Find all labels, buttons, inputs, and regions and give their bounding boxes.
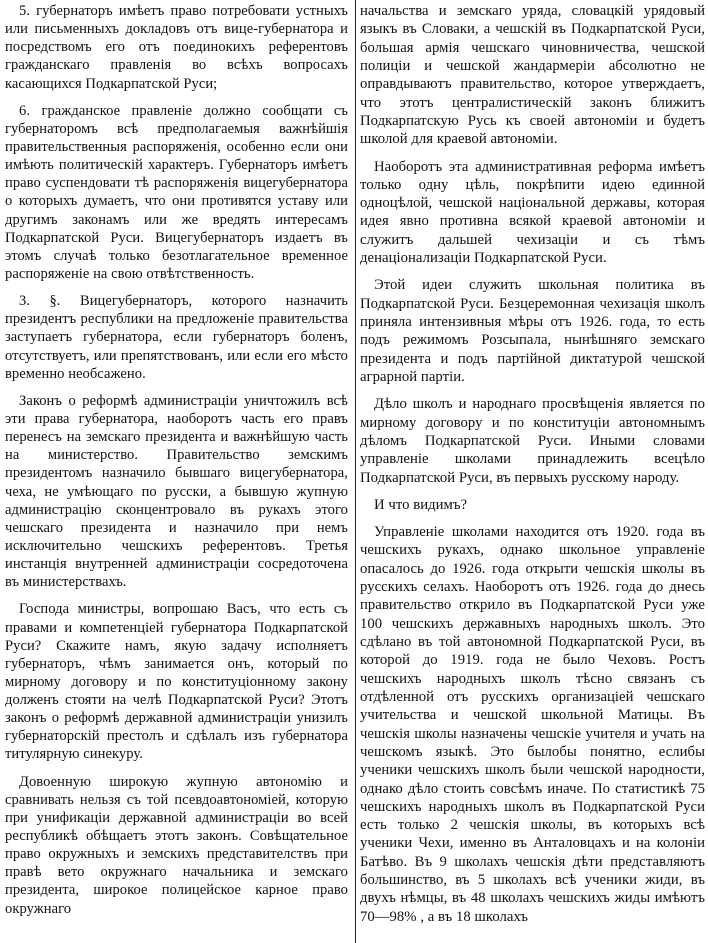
left-column bbox=[5, 2, 350, 927]
right-paragraph: начальства и земскаго уряда, словацкій урядовый языкъ въ Словаки, а чешскій въ Подкарпатской Руси, большая армія чешскаго чиновничества, чешской полиціи и чешской жандармеріи абсолютно не оправдываютъ правительство, которое утверждаетъ, что этотъ централистическій законъ ближитъ Подкарпатскую Русь къ своей автономіи и будетъ школой для краевой автономіи. bbox=[360, 3, 705, 148]
right-paragraph: И что видимъ? bbox=[374, 496, 468, 513]
left-paragraph: Довоенную широкую жупную автономію и сравнивать нельзя съ той псевдоавтономіей, которую при унификаціи державной администраціи во всей республикѣ обѣщаетъ этотъ законъ. Совѣщательное право окружныхъ и земскихъ представителствъ при правѣ вето окружнаго начальника и земскаго президента, широкое полицейское карное право окружнаго bbox=[5, 773, 348, 917]
left-paragraph: 3. §. Вицегубернаторъ, которого назначить президентъ республики на предложеніе правительства заступаетъ губернатора, если губернаторъ боленъ, отсутствуетъ, или препятствованъ, или если его мѣсто временно необсажено. bbox=[5, 293, 348, 382]
right-paragraph: Наоборотъ эта административная реформа имѣетъ только одну цѣль, покрѣпити идею единной одноцѣлой, чешской національной державы, которая идея явно противна всякой краевой автономіи и служитъ дальшей чехизаціи и съ тѣмъ денаціонализаціи Подкарпатской Руси. bbox=[360, 158, 705, 267]
right-column bbox=[360, 2, 705, 935]
right-paragraph: Дѣло школъ и народнаго просвѣщенія является по мирному договору и по конституціи автономнымъ дѣломъ Подкарпатской Руси. Иными словами управленіе школами принадлежить всецѣло Подкарпатской Руси, въ первыхъ русскому народу. bbox=[360, 396, 705, 486]
right-paragraph: Этой идеи служить школьная политика въ Подкарпатской Руси. Безцеремонная чехизація школъ приняла интензивныя мѣры отъ 1926. года, то есть подъ режимомъ Розсыпала, нынѣшняго земскаго президента и подъ партійной диктатурой чешской аграрной партіи. bbox=[360, 277, 705, 385]
left-paragraph: 6. гражданское правленіе должно сообщати съ губернаторомъ всѣ предполагаемыя важнѣйшія правительственныя распоряженія, особенно если они имѣють политическій характеръ. Губернаторъ имѣетъ право суспендовати тѣ распоряженія вицегубернатора о которыхъ думаетъ, что они противятся уставу или другимъ законамъ или же вредять интересамъ Подкарпатской Руси. Вицегубернаторъ издаетъ въ этомъ случаѣ только безотлагательное временное распоряженіе на свою отвѣтственность. bbox=[5, 102, 348, 282]
left-paragraph: Законъ о реформѣ администраціи уничтожилъ всѣ эти права губернатора, наоборотъ часть его правъ перенесъ на земскаго президента и важнѣйшую часть на министерство. Правительство земскимъ президентомъ назначило бывшаго вицегубернатора, чеха, не умѣющаго по русски, а бывшую жупную администрацію сконцентровало въ рукахъ этого чешскаго президента и назначило при немъ исключительно чешскихъ референтовъ. Третья инстанція внутренней администраціи сосредоточена въ министерствахъ. bbox=[5, 392, 348, 591]
left-paragraph: 5. губернаторъ имѣетъ право потребовати устныхъ или письменныхъ докладовъ отъ вице-губернатора и посредствомъ его отъ поединокихъ референтовъ гражданскаго правленія во всѣхъ вопросахъ касающихся Подкарпатской Руси; bbox=[5, 3, 348, 92]
column-divider bbox=[355, 0, 356, 943]
left-paragraph: Господа министры, вопрошаю Васъ, что есть съ правами и компетенціей губернатора Подкарпатской Руси? Скажите намъ, якую задачу исполняетъ губернаторъ, чѣмъ занимается онъ, который по мирному договору и по конституціонному закону долженъ стояти на челѣ Подкарпатской Руси? Этотъ законъ о реформѣ державной администраціи унизилъ губернаторскій престолъ и сдѣлалъ изъ губернатора титулярную синекуру. bbox=[5, 601, 348, 763]
right-paragraph: Управленіе школами находится отъ 1920. года въ чешскихъ рукахъ, однако школьное управленіе опасалось до 1926. года открыти чешскія школы въ русскихъ селахъ. Наоборотъ отъ 1926. года до днесь правительство открило въ Подкарпатской Руси уже 100 чешскихъ державныхъ народныхъ школъ. Это сдѣлано въ той автономной Подкарпатской Руси, въ которой до 1919. года не было Чеховъ. Ростъ чешскихъ народныхъ школъ тѣсно связанъ съ отдѣленной отъ русскихъ организаціей чешскаго учительства и чешской школьной Матицы. Въ чешскія школы назначены чешскіе учителя и учать на чешскомъ языкѣ. Это былобы понятно, еслибы ученики чешскихъ школъ были чешской народности, однако дѣло стоить совсѣмъ иначе. По статистикѣ 75 чешскихъ народныхъ школъ въ Подкарпатской Руси есть только 2 чешскія школы, въ которыхъ всѣ ученики Чехи, именно въ Анталовцахъ и на колоніи Батѣво. Въ 9 школахъ чешскія дѣти представляютъ большинство, въ 5 школахъ всѣ ученики жиди, въ двухъ нѣмцы, въ 48 школахъ чешскихъ жиды имѣютъ 70—98% , а въ 18 школахъ bbox=[360, 524, 705, 925]
